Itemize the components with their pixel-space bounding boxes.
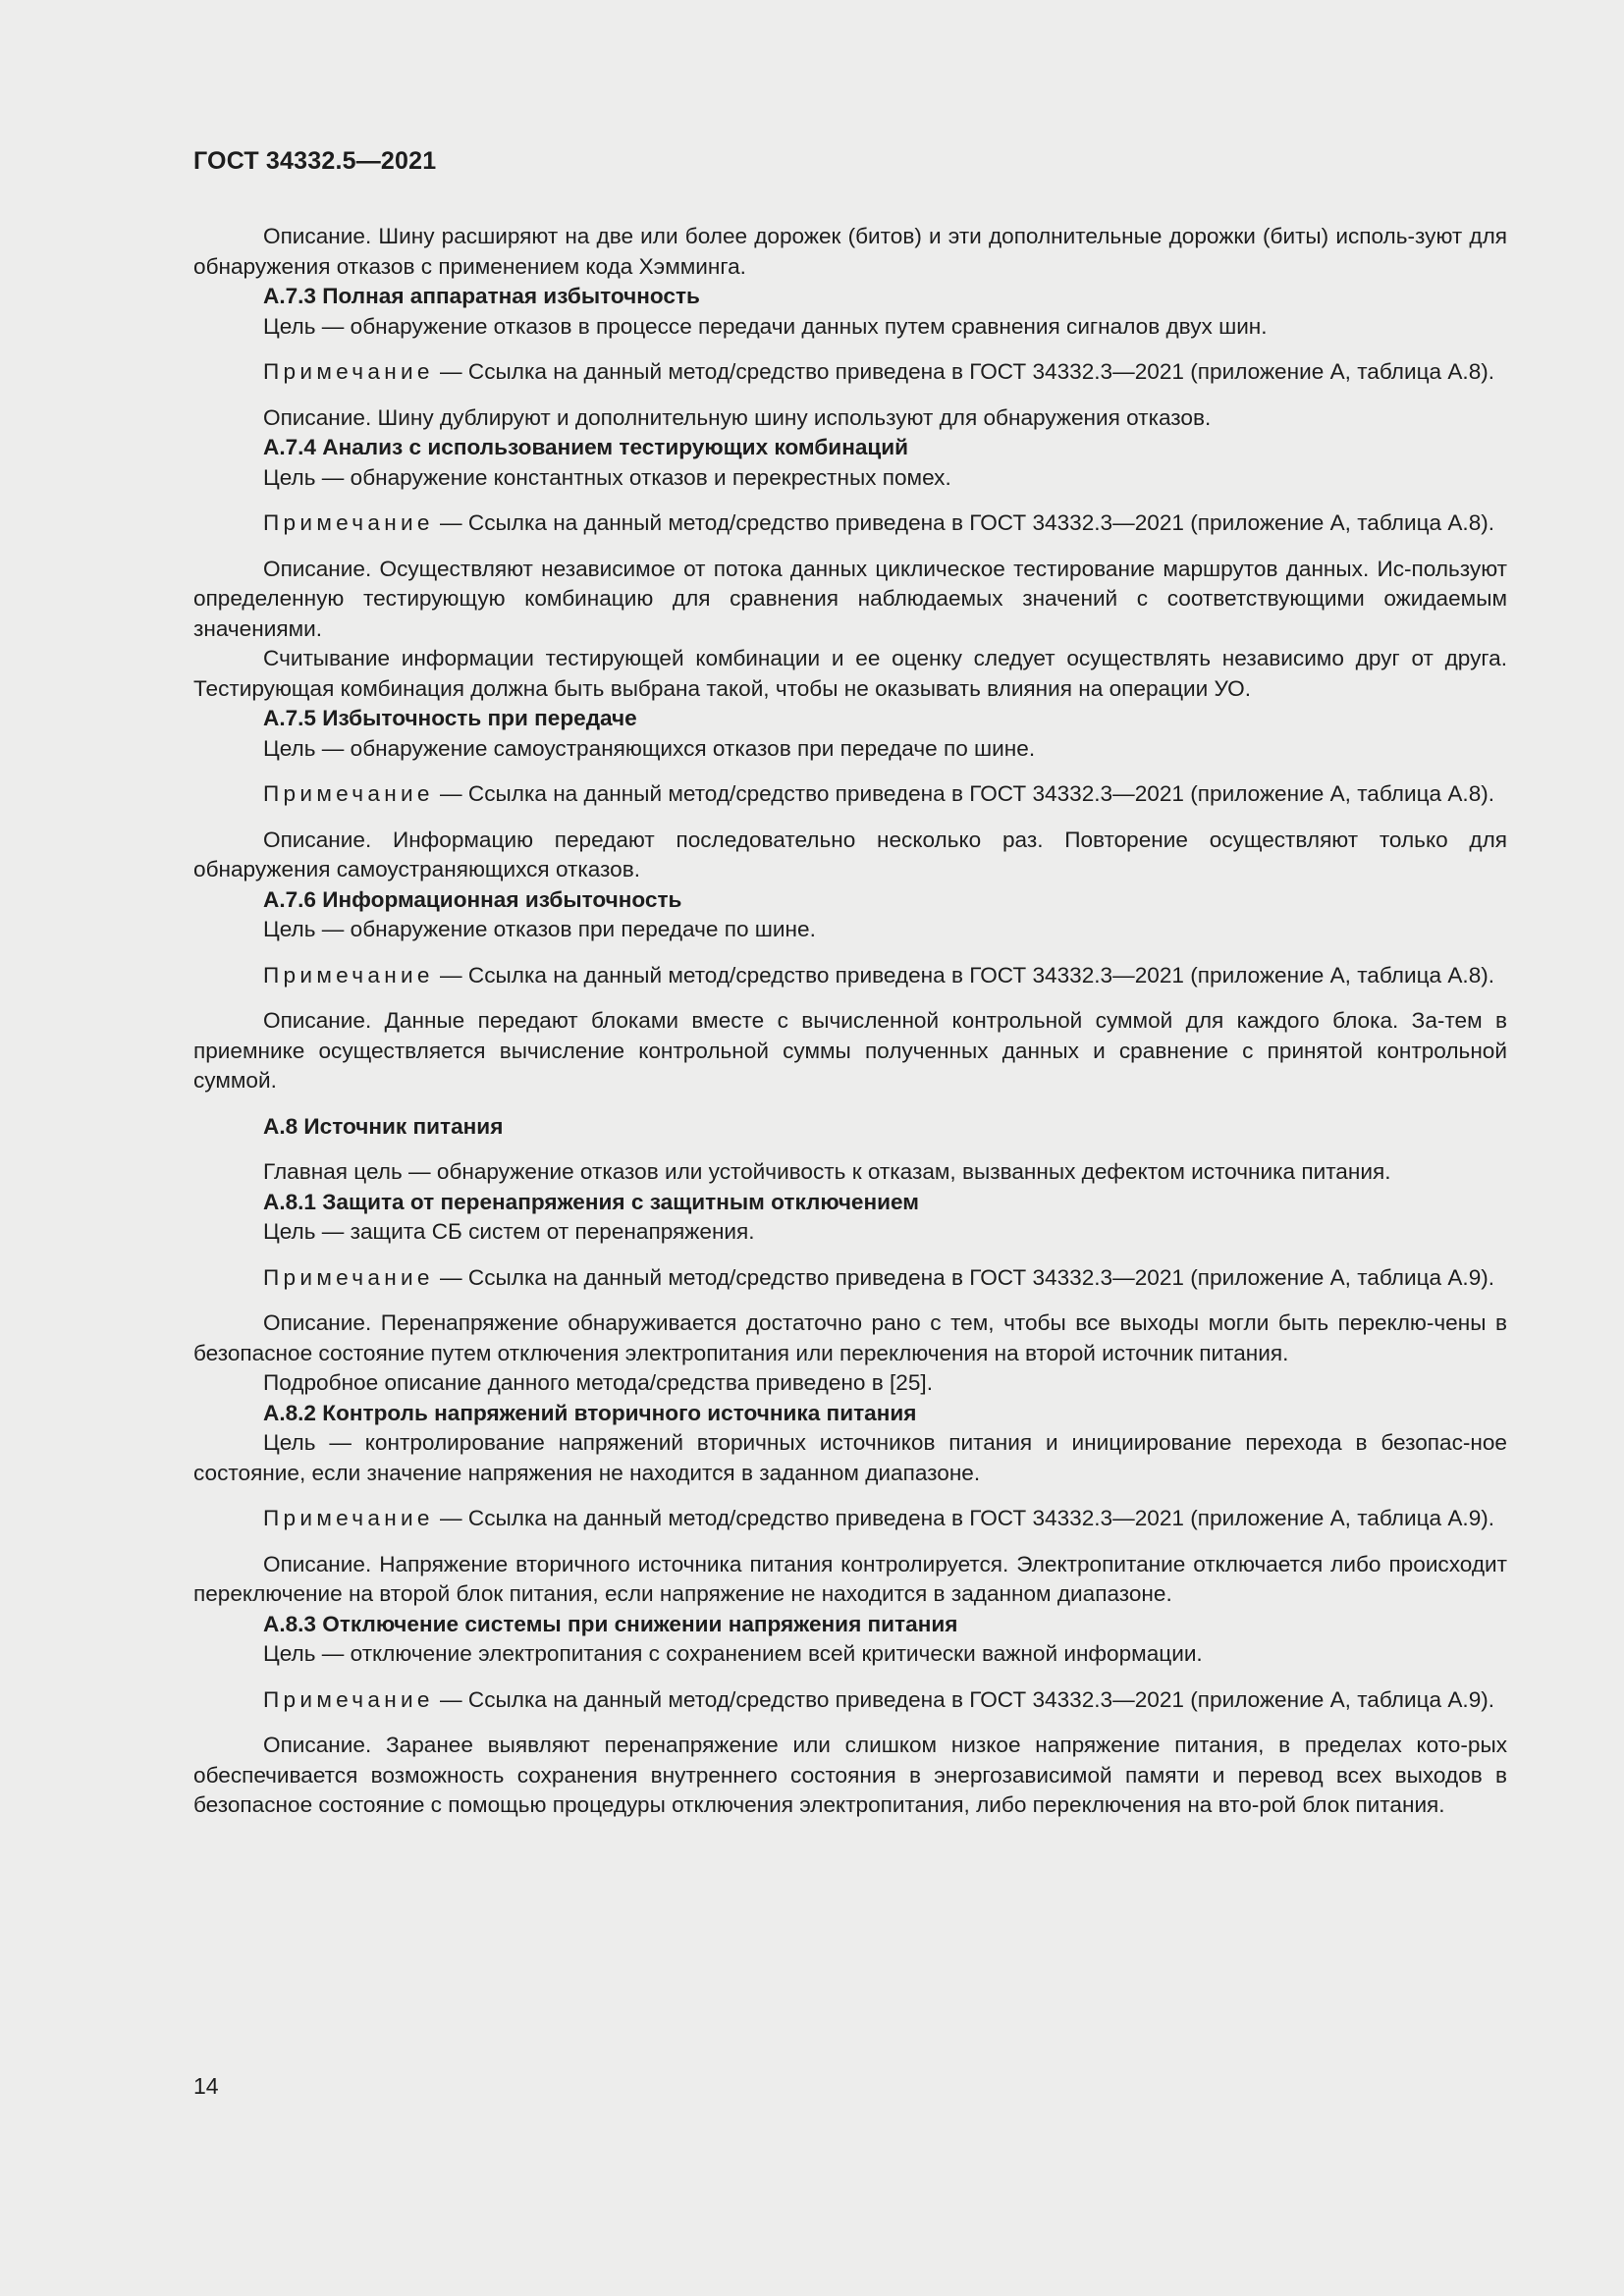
paragraph: Цель — защита СБ систем от перенапряжения.: [263, 1219, 755, 1244]
document-body: [193, 222, 1507, 1821]
note-text: — Ссылка на данный метод/средство приведена в ГОСТ 34332.3—2021 (приложение А, таблица А.8).: [433, 359, 1495, 384]
paragraph: Описание. Перенапряжение обнаруживается достаточно рано с тем, чтобы все выходы могли быть переклю-чены в безопасное состояние путем отключения электропитания или переключения на второй источник питания.: [193, 1310, 1507, 1365]
subsection-heading: А.8.3 Отключение системы при снижении напряжения питания: [263, 1611, 958, 1636]
subsection-heading: А.8.2 Контроль напряжений вторичного источника питания: [263, 1400, 917, 1425]
note: [193, 357, 1507, 388]
note: [193, 1685, 1507, 1716]
paragraph: Считывание информации тестирующей комбинации и ее оценку следует осуществлять независимо друг от друга. Тестирующая комбинация должна быть выбрана такой, чтобы не оказывать влияния на операции УО.: [193, 646, 1507, 701]
note: [193, 508, 1507, 539]
subsection-heading: А.8.1 Защита от перенапряжения с защитным отключением: [263, 1189, 920, 1214]
paragraph: Описание. Напряжение вторичного источника питания контролируется. Электропитание отключается либо происходит переключение на второй блок питания, если напряжение не находится в заданном диапазоне.: [193, 1551, 1507, 1606]
subsection-heading: А.7.6 Информационная избыточность: [263, 886, 682, 912]
note-text: — Ссылка на данный метод/средство приведена в ГОСТ 34332.3—2021 (приложение А, таблица А.9).: [433, 1264, 1495, 1290]
note-label: Примечание: [263, 510, 434, 535]
paragraph: Цель — обнаружение константных отказов и перекрестных помех.: [263, 464, 951, 490]
note-label: Примечание: [263, 962, 434, 988]
paragraph: Описание. Данные передают блоками вместе с вычисленной контрольной суммой для каждого блока. За-тем в приемнике осуществляется вычисление контрольной суммы полученных данных и сравнение с принятой контрольной суммой.: [193, 1008, 1507, 1093]
paragraph: Описание. Шину расширяют на две или более дорожек (битов) и эти дополнительные дорожки (биты) исполь-зуют для обнаружения отказов с применением кода Хэмминга.: [193, 224, 1507, 279]
paragraph: Цель — отключение электропитания с сохранением всей критически важной информации.: [263, 1641, 1203, 1666]
document-header: ГОСТ 34332.5—2021: [193, 147, 437, 175]
paragraph: Цель — обнаружение самоустраняющихся отказов при передаче по шине.: [263, 735, 1036, 761]
note: [193, 1263, 1507, 1294]
paragraph: Описание. Информацию передают последовательно несколько раз. Повторение осуществляют только для обнаружения самоустраняющихся отказов.: [193, 827, 1507, 881]
note-label: Примечание: [263, 781, 434, 806]
note: [193, 1504, 1507, 1534]
paragraph: Цель — обнаружение отказов при передаче по шине.: [263, 917, 816, 941]
paragraph: Описание. Осуществляют независимое от потока данных циклическое тестирование маршрутов данных. Ис-пользуют определенную тестирующую комбинацию для сравнения наблюдаемых значений с соответствующими ожидаемым значениями.: [193, 556, 1507, 641]
section-heading: А.8 Источник питания: [263, 1113, 504, 1139]
paragraph: Цель — обнаружение отказов в процессе передачи данных путем сравнения сигналов двух шин.: [263, 313, 1268, 339]
subsection-heading: А.7.5 Избыточность при передаче: [263, 706, 637, 730]
paragraph: Цель — контролирование напряжений вторичных источников питания и инициирование перехода в безопас-ное состояние, если значение напряжения не находится в заданном диапазоне.: [193, 1430, 1507, 1485]
note-text: — Ссылка на данный метод/средство приведена в ГОСТ 34332.3—2021 (приложение А, таблица А.8).: [433, 781, 1495, 806]
subsection-heading: А.7.4 Анализ с использованием тестирующих комбинаций: [263, 435, 909, 459]
note: [193, 779, 1507, 810]
note-label: Примечание: [263, 359, 434, 384]
subsection-heading: А.7.3 Полная аппаратная избыточность: [263, 284, 700, 308]
note: [193, 961, 1507, 991]
note-text: — Ссылка на данный метод/средство приведена в ГОСТ 34332.3—2021 (приложение А, таблица А.8).: [433, 510, 1495, 535]
paragraph: Подробное описание данного метода/средства приведено в [25].: [263, 1370, 933, 1395]
note-label: Примечание: [263, 1506, 434, 1530]
note-text: — Ссылка на данный метод/средство приведена в ГОСТ 34332.3—2021 (приложение А, таблица А.8).: [433, 962, 1495, 988]
note-text: — Ссылка на данный метод/средство приведена в ГОСТ 34332.3—2021 (приложение А, таблица А.9).: [433, 1506, 1495, 1530]
paragraph: Главная цель — обнаружение отказов или устойчивость к отказам, вызванных дефектом источника питания.: [263, 1159, 1391, 1184]
paragraph: Описание. Шину дублируют и дополнительную шину используют для обнаружения отказов.: [263, 404, 1212, 430]
paragraph: Описание. Заранее выявляют перенапряжение или слишком низкое напряжение питания, в пределах кото-рых обеспечивается возможность сохранения внутреннего состояния в энергозависимой памяти и перевод всех выходов в безопасное состояние с помощью процедуры отключения электропитания, либо переключения на вто-рой блок питания.: [193, 1733, 1507, 1817]
note-text: — Ссылка на данный метод/средство приведена в ГОСТ 34332.3—2021 (приложение А, таблица А.9).: [433, 1686, 1495, 1712]
note-label: Примечание: [263, 1686, 434, 1712]
page-number: 14: [193, 2073, 219, 2099]
note-label: Примечание: [263, 1264, 434, 1290]
